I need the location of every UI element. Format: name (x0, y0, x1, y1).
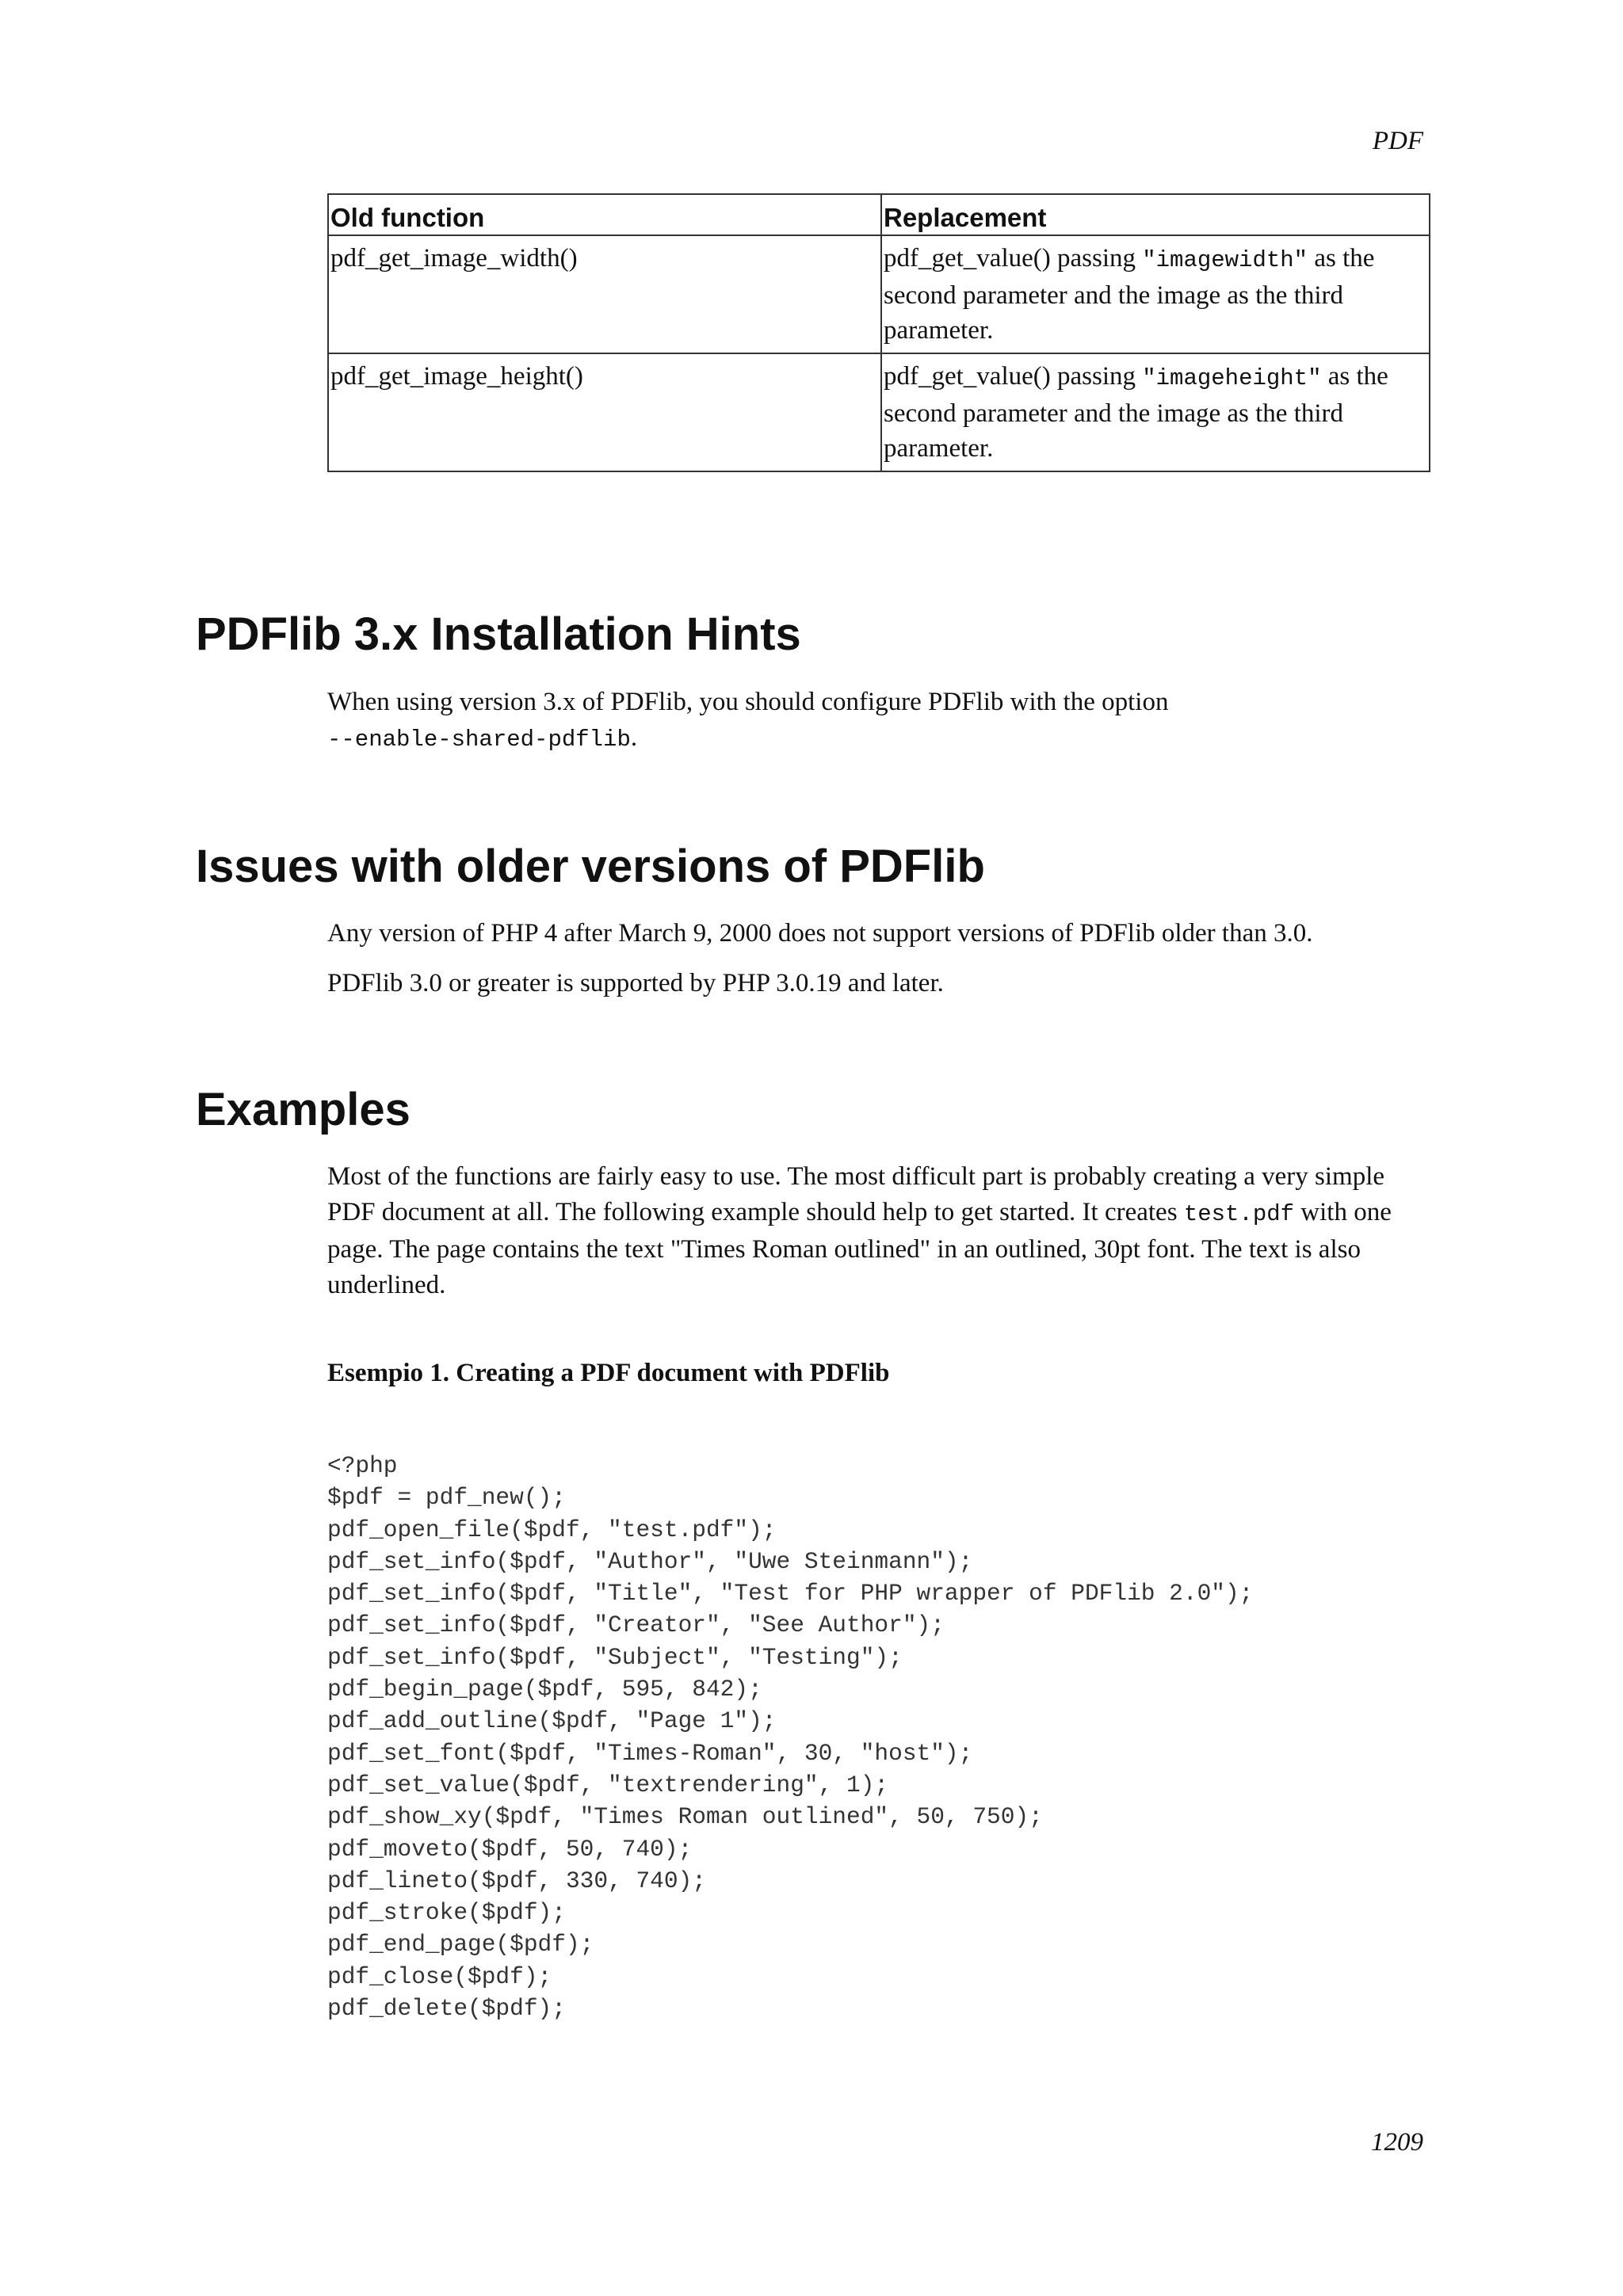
header-old-function: Old function (328, 194, 881, 235)
older-versions-heading: Issues with older versions of PDFlib (196, 841, 985, 892)
period: . (630, 723, 638, 752)
intro-text: Most of the functions are fairly easy to use. The most difficult part is probably creating a very simple PDF document at all. The following example should help to get started. It creates (327, 1162, 1385, 1226)
replacement-cell (881, 353, 1430, 471)
running-head: PDF (1372, 127, 1423, 155)
replacement-text: as the second parameter and the image as the third parameter. (884, 244, 1375, 345)
old-function-cell: pdf_get_image_height() (328, 353, 881, 471)
code-line: pdf_lineto($pdf, 330, 740); (327, 1867, 706, 1894)
header-replacement: Replacement (881, 194, 1430, 235)
code-line: pdf_set_font($pdf, "Times-Roman", 30, "host"); (327, 1739, 973, 1767)
page-number: 1209 (1371, 2128, 1423, 2157)
function-replacement-table (327, 193, 1430, 472)
replacement-code: "imagewidth" (1142, 247, 1308, 273)
replacement-text: as the second parameter and the image as the third parameter. (884, 362, 1388, 463)
intro-text: with one page. The page contains the text "Times Roman outlined" in an outlined, 30pt font. The text is also underlined. (327, 1198, 1392, 1299)
code-line: pdf_delete($pdf); (327, 1995, 566, 2023)
replacement-text: pdf_get_value() passing (884, 362, 1143, 391)
table-row (328, 235, 1430, 353)
examples-heading: Examples (196, 1084, 411, 1135)
code-line: pdf_set_info($pdf, "Author", "Uwe Steinmann"); (327, 1547, 973, 1575)
replacement-code: "imageheight" (1142, 365, 1322, 391)
code-line: pdf_close($pdf); (327, 1962, 552, 1990)
table-row (328, 353, 1430, 471)
code-line: pdf_open_file($pdf, "test.pdf"); (327, 1516, 777, 1543)
code-line: pdf_moveto($pdf, 50, 740); (327, 1835, 693, 1863)
code-line: pdf_set_info($pdf, "Subject", "Testing"); (327, 1643, 903, 1671)
examples-intro-paragraph (327, 1159, 1437, 1303)
code-line: pdf_add_outline($pdf, "Page 1"); (327, 1707, 777, 1735)
installation-hints-heading: PDFlib 3.x Installation Hints (196, 608, 801, 660)
filename-code: test.pdf (1183, 1201, 1295, 1227)
code-listing (327, 1450, 1253, 2024)
code-line: pdf_set_value($pdf, "textrendering", 1); (327, 1771, 889, 1798)
table-header-row (328, 194, 1430, 235)
replacement-text: pdf_get_value() passing (884, 244, 1143, 273)
replacement-cell (881, 235, 1430, 353)
old-function-cell: pdf_get_image_width() (328, 235, 881, 353)
code-line: pdf_begin_page($pdf, 595, 842); (327, 1676, 762, 1703)
code-line: pdf_set_info($pdf, "Creator", "See Author"); (327, 1611, 945, 1639)
configure-option-code: --enable-shared-pdflib (327, 727, 631, 753)
older-versions-paragraph-2: PDFlib 3.0 or greater is supported by PHP 3.0.19 and later. (327, 969, 944, 997)
older-versions-paragraph-1: Any version of PHP 4 after March 9, 2000 does not support versions of PDFlib older than 3.0. (327, 919, 1313, 948)
code-line: pdf_stroke($pdf); (327, 1899, 566, 1927)
example-title: Esempio 1. Creating a PDF document with PDFlib (327, 1359, 890, 1387)
installation-text: When using version 3.x of PDFlib, you should configure PDFlib with the option (327, 688, 1169, 716)
code-line: $pdf = pdf_new(); (327, 1484, 566, 1512)
code-line: pdf_show_xy($pdf, "Times Roman outlined", 50, 750); (327, 1803, 1043, 1831)
code-line: <?php (327, 1452, 398, 1479)
code-line: pdf_end_page($pdf); (327, 1931, 594, 1958)
code-line: pdf_set_info($pdf, "Title", "Test for PHP wrapper of PDFlib 2.0"); (327, 1580, 1254, 1608)
installation-hints-paragraph (327, 685, 1437, 757)
